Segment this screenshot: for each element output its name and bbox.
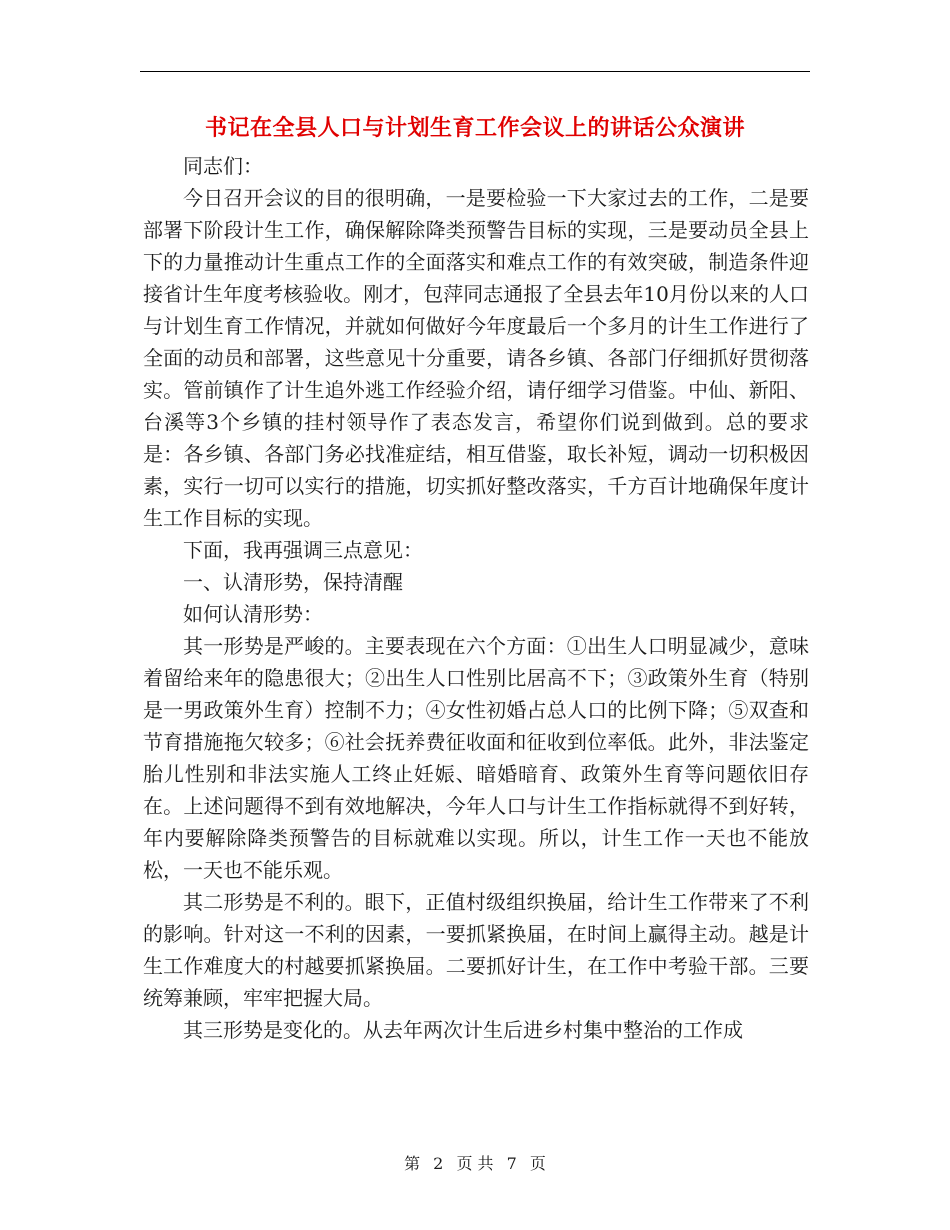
document-title: 书记在全县人口与计划生育工作会议上的讲话公众演讲 (204, 115, 745, 141)
paragraph-point-3: 其三形势是变化的。从去年两次计生后进乡村集中整治的工作成 (183, 1018, 743, 1042)
footer-middle: 页 共 (456, 1154, 494, 1173)
paragraph-transition: 下面，我再强调三点意见： (183, 538, 423, 562)
paragraph-point-2: 其二形势是不利的。眼下，正值村级组织换届，给计生工作带来了不利的影响。针对这一不利的因素，一要抓紧换届，在时间上赢得主动。越是计生工作难度大的村越要抓紧换届。二要抓好计生，在工作中考验干部。三要统筹兼顾，牢牢把握大局。 (143, 890, 809, 1010)
footer-total-pages: 7 (506, 1154, 517, 1173)
footer-suffix: 页 (529, 1154, 546, 1173)
paragraph-point-1: 其一形势是严峻的。主要表现在六个方面：①出生人口明显减少，意味着留给来年的隐患很大；②出生人口性别比居高不下；③政策外生育（特别是一男政策外生育）控制不力；④女性初婚占总人口的比例下降；⑤双查和节育措施拖欠较多；⑥社会抚养费征收面和征收到位率低。此外，非法鉴定胎儿性别和非法实施人工终止妊娠、暗婚暗育、政策外生育等问题依旧存在。上述问题得不到有效地解决，今年人口与计生工作指标就得不到好转，年内要解除降类预警告的目标就难以实现。所以，计生工作一天也不能放松，一天也不能乐观。 (143, 634, 809, 882)
paragraph-intro: 今日召开会议的目的很明确，一是要检验一下大家过去的工作，二是要部署下阶段计生工作，确保解除降类预警告目标的实现，三是要动员全县上下的力量推动计生重点工作的全面落实和难点工作的有效突破，制造条件迎接省计生年度考核验收。刚才，包萍同志通报了全县去年10月份以来的人口与计划生育工作情况，并就如何做好今年度最后一个多月的计生工作进行了全面的动员和部署，这些意见十分重要，请各乡镇、各部门仔细抓好贯彻落实。管前镇作了计生追外逃工作经验介绍，请仔细学习借鉴。中仙、新阳、台溪等3个乡镇的挂村领导作了表态发言，希望你们说到做到。总的要求是：各乡镇、各部门务必找准症结，相互借鉴，取长补短，调动一切积极因素，实行一切可以实行的措施，切实抓好整改落实，千方百计地确保年度计生工作目标的实现。 (143, 186, 809, 530)
paragraph-greeting: 同志们： (183, 154, 263, 178)
footer-prefix: 第 (404, 1154, 421, 1173)
document-body (143, 150, 809, 1046)
section-heading-1: 一、认清形势，保持清醒 (183, 570, 403, 594)
paragraph-question: 如何认清形势： (183, 602, 323, 626)
page-footer (0, 1152, 950, 1176)
header-rule (140, 71, 810, 72)
footer-page-number: 2 (433, 1154, 444, 1173)
